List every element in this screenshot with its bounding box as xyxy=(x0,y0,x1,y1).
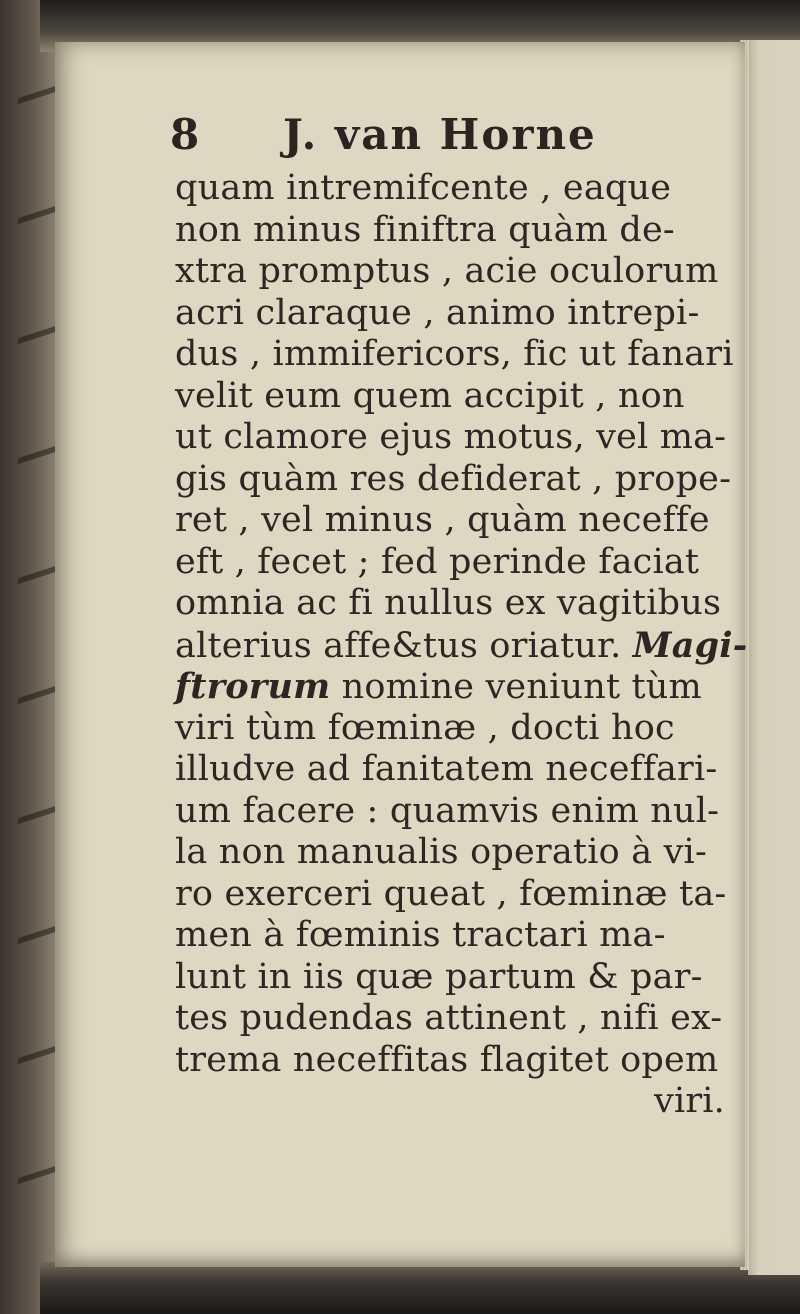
text-line xyxy=(175,624,748,667)
text-line: non minus finiftra quàm de- xyxy=(175,209,675,250)
adjacent-page xyxy=(748,40,800,1275)
bottom-page-edge xyxy=(40,1262,800,1314)
text-segment: nomine veniunt tùm xyxy=(341,667,702,707)
italic-text: ftrorum xyxy=(175,666,331,707)
text-line: viri tùm fœminæ , docti hoc xyxy=(175,707,675,748)
text-line: lunt in iis quæ partum & par- xyxy=(175,956,703,997)
text-line: ut clamore ejus motus, vel ma- xyxy=(175,417,727,457)
text-segment: alterius affe&tus oriatur. xyxy=(175,625,622,666)
text-line: trema neceffitas flagitet opem xyxy=(175,1039,719,1080)
catchword: viri. xyxy=(653,1081,725,1121)
text-line: velit eum quem accipit , non xyxy=(175,375,685,416)
text-line: omnia ac fi nullus ex vagitibus xyxy=(175,583,722,623)
text-line xyxy=(175,666,735,708)
text-line: la non manualis operatio à vi- xyxy=(175,832,707,872)
text-line: um facere : quamvis enim nul- xyxy=(175,790,720,831)
body-text xyxy=(175,168,748,1123)
page-number: 8 xyxy=(170,110,200,159)
text-line: acri claraque , animo intrepi- xyxy=(175,292,700,333)
text-line: quam intremifcente , eaque xyxy=(175,168,672,208)
page-header xyxy=(128,110,748,166)
running-head: J. van Horne xyxy=(283,110,597,159)
text-line: men à fœminis tractari ma- xyxy=(175,915,666,955)
text-line: dus , immifericors, fic ut fanari xyxy=(175,334,734,374)
text-line: ro exerceri queat , fœminæ ta- xyxy=(175,873,727,914)
text-line: illudve ad fanitatem neceffari- xyxy=(175,749,718,789)
text-line: tes pudendas attinent , nifi ex- xyxy=(175,998,723,1038)
text-line: gis quàm res defiderat , prope- xyxy=(175,458,732,499)
text-line: ret , vel minus , quàm neceffe xyxy=(175,500,710,540)
text-line: eft , fecet ; fed perinde faciat xyxy=(175,541,700,582)
text-line: xtra promptus , acie oculorum xyxy=(175,251,719,291)
italic-text: Magi- xyxy=(632,624,748,666)
